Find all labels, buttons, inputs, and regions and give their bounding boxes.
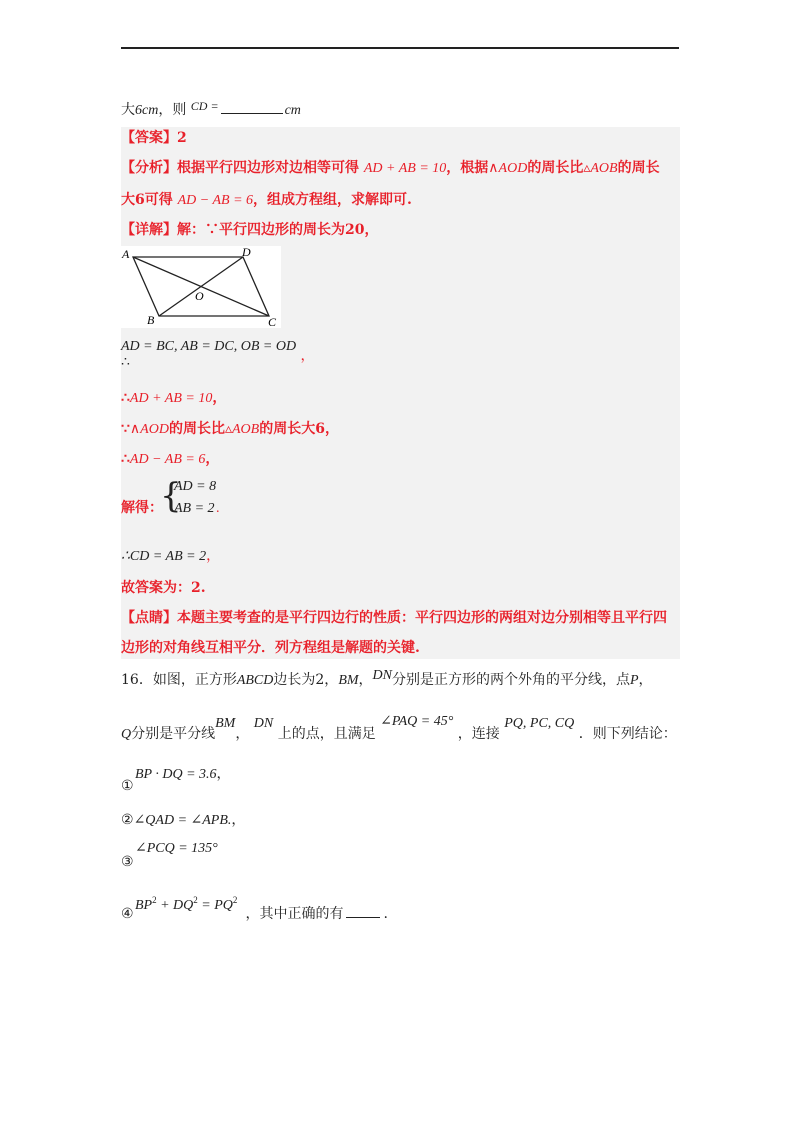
text: ，连接: [457, 726, 500, 742]
answer-tag: 【答案】: [121, 130, 177, 146]
circled-number: ②: [121, 812, 134, 828]
answer-blank: [221, 101, 283, 114]
math: [121, 549, 206, 564]
conclusion-4-row: [121, 904, 388, 924]
math: ▵AOB: [583, 161, 618, 176]
text: 的周长: [617, 160, 660, 176]
text: 解：∵平行四边形的周长为20，: [177, 222, 379, 238]
comment-tag: 【点睛】: [121, 610, 177, 626]
math: AD − AB = 6: [129, 452, 206, 467]
num: 6: [135, 192, 145, 208]
therefore-symbol: ∴: [121, 354, 130, 370]
math: CD =: [190, 99, 219, 113]
unit: cm: [284, 103, 301, 118]
text: 边形的对角线互相平分．列方程组是解题的关键.: [121, 640, 420, 656]
text: .: [383, 906, 388, 922]
conclusion-1-math-row: [135, 764, 231, 785]
text: ，: [638, 672, 653, 688]
text: 可得: [144, 192, 173, 208]
circled-number: ④: [121, 906, 134, 922]
conclusion-3-number: [121, 852, 134, 872]
text: 边长为2，: [273, 672, 339, 688]
label-c: C: [268, 315, 277, 328]
text: ，: [212, 390, 227, 406]
text: 根据平行四边形对边相等可得: [177, 160, 359, 176]
math: AD + AB = 10: [129, 391, 213, 406]
math: AD + AB = 10: [363, 161, 447, 176]
therefore-symbol: ∴: [121, 390, 130, 406]
comment-line-2: [121, 638, 420, 658]
step-7: [121, 578, 206, 598]
q16-line-2: [121, 714, 677, 745]
math: PQ, PC, CQ: [504, 716, 575, 731]
text: 的周长比: [527, 160, 584, 176]
math: DN: [253, 716, 274, 731]
text: ，: [231, 812, 246, 828]
text: ，: [235, 726, 250, 742]
label-a: A: [122, 247, 130, 261]
system-end: .: [216, 501, 220, 516]
text: ，: [300, 348, 315, 364]
analysis-line-1: [121, 158, 660, 179]
step-1-therefore: [121, 352, 130, 372]
math: ▵AOB: [224, 422, 260, 437]
label-b: B: [147, 313, 155, 327]
num: 6: [315, 421, 325, 437]
circled-number: ③: [121, 854, 134, 870]
analysis-tag: 【分析】: [121, 160, 177, 176]
text: 大: [121, 192, 135, 208]
math: P: [629, 673, 639, 688]
text: 本题主要考查的是平行四边行的性质：平行四边形的两组对边分别相等且平行四: [177, 610, 667, 626]
answer-blank: [346, 905, 380, 918]
conclusion-1-number: [121, 776, 134, 796]
analysis-line-2: [121, 190, 412, 211]
math: ∠PAQ = 45°: [380, 714, 454, 729]
math: AD − AB = 6: [177, 193, 254, 208]
answer-line: [121, 128, 187, 148]
text: 分别是平分线: [131, 726, 216, 742]
question-15-tail: [121, 96, 301, 121]
math: ABCD: [236, 673, 274, 688]
math: ∠QAD = ∠APB.: [133, 813, 232, 828]
text: 分别是正方形的两个外角的平分线，点: [391, 672, 630, 688]
circled-number: ①: [121, 778, 134, 794]
text: 16．如图，正方形: [121, 672, 237, 688]
detail-tag: 【详解】: [121, 222, 177, 238]
math: ∧AOD: [129, 422, 169, 437]
left-brace: {: [160, 476, 182, 516]
superscript: 2: [152, 895, 157, 905]
math: DN: [372, 668, 392, 683]
text: ，组成方程组，求解即可.: [253, 192, 412, 208]
text: ．则下列结论：: [578, 726, 677, 742]
because-symbol: ∵: [121, 421, 130, 437]
system-eq-2: AB = 2: [174, 501, 215, 516]
detail-line: [121, 220, 378, 240]
comment-line-1: [121, 608, 667, 628]
conclusion-3-math-row: [135, 838, 218, 859]
text: ，: [358, 672, 373, 688]
text: 的周长大: [259, 421, 316, 437]
answer-value: 2: [177, 130, 187, 146]
conclusion-2: [121, 810, 245, 831]
superscript: 2: [193, 895, 198, 905]
math: BP: [135, 898, 153, 913]
superscript: 2: [232, 895, 238, 905]
text: ，: [216, 766, 231, 782]
step-1: [121, 336, 315, 364]
math: Q: [121, 727, 132, 742]
step-6: [121, 546, 220, 567]
math: 6cm: [135, 103, 159, 118]
math: ∠PCQ = 135°: [135, 841, 218, 856]
text: ，其中正确的有: [245, 906, 344, 922]
diagonal-bd: [159, 257, 243, 316]
text: ，根据: [446, 160, 489, 176]
therefore-symbol: ∴: [121, 451, 130, 467]
text: 大: [121, 102, 135, 118]
math: ∴CD = AB = 2: [121, 549, 207, 564]
header-rule: [121, 47, 679, 49]
step-2: [121, 388, 226, 409]
math: = PQ: [197, 898, 233, 913]
math: ∧AOD: [488, 161, 528, 176]
system-eq-1: AD = 8: [174, 479, 217, 494]
text: ，: [205, 451, 220, 467]
text: 的周长比: [168, 421, 225, 437]
math: AD = BC, AB = DC, OB = OD: [121, 339, 297, 354]
math: BP · DQ = 3.6: [135, 767, 217, 782]
text: ，: [206, 548, 221, 564]
math: BM: [215, 716, 236, 731]
parallelogram-figure: [121, 246, 281, 328]
text: ，则: [158, 102, 187, 118]
math: BM: [338, 673, 359, 688]
text: 上的点，且满足: [277, 726, 376, 742]
label-d: D: [242, 246, 251, 259]
text: 故答案为：2.: [121, 580, 206, 596]
step-5-label: [121, 498, 163, 518]
label-o: O: [195, 289, 204, 303]
parallelogram-svg: [121, 246, 281, 328]
step-3: [121, 419, 339, 440]
text: ，: [324, 421, 339, 437]
math: + DQ: [156, 898, 194, 913]
q16-line-1: [121, 670, 653, 691]
step-4: [121, 449, 219, 470]
text: 解得：: [121, 500, 163, 516]
